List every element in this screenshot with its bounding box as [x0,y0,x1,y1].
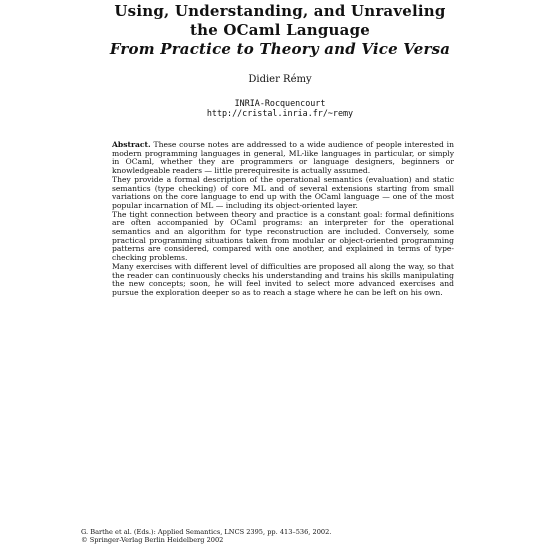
author-url: http://cristal.inria.fr/~remy [206,108,354,118]
author-name: Didier Rémy [248,74,312,85]
author-contact [0,98,560,118]
title-line-1: Using, Understanding, and Unraveling [114,2,446,20]
abstract-label: Abstract. [112,140,151,149]
abstract-paragraph-2: They provide a formal description of the operational semantics (evaluation) and static semantics (type checking) of core ML and of several extensions starting from small variations on the core language to end up with the OCaml language — one of the most popular incarnation of ML — including its object-oriented layer. [112,174,454,210]
abstract [112,141,454,298]
citation-line: G. Barthe et al. (Eds.): Applied Semantics, LNCS 2395, pp. 413–536, 2002. [81,528,332,536]
title-subtitle: From Practice to Theory and Vice Versa [109,40,451,58]
abstract-text-1: These course notes are addressed to a wide audience of people interested in modern programming languages in general, ML-like languages in particular, or simply in OCaml, whether they are programmers or language designers, beginners or knowledgeable readers — little prerequiresite is actually assumed. [112,140,454,176]
copyright-footnote [81,528,501,544]
author-affiliation: INRIA-Rocquencourt [234,98,326,108]
abstract-paragraph-3: The tight connection between theory and practice is a constant goal: formal definitions are often accompanied by OCaml programs: an interpreter for the operational semantics and an algorithm for type reconstruction are included. Conversely, some practical programming situations taken from modular or object-oriented programming patterns are considered, compared with one another, and explained in terms of type-checking problems. [112,209,454,263]
abstract-paragraph-4: Many exercises with different level of difficulties are proposed all along the way, so that the reader can continuously checks his understanding and trains his skills manipulating the new concepts; soon, he will feel invited to select more advanced exercises and pursue the exploration deeper so as to reach a stage where he can be left on his own. [112,261,454,297]
paper-title [0,2,560,59]
copyright-line: © Springer-Verlag Berlin Heidelberg 2002 [81,536,224,544]
abstract-paragraph-1 [112,141,454,176]
title-line-2: the OCaml Language [189,21,371,39]
